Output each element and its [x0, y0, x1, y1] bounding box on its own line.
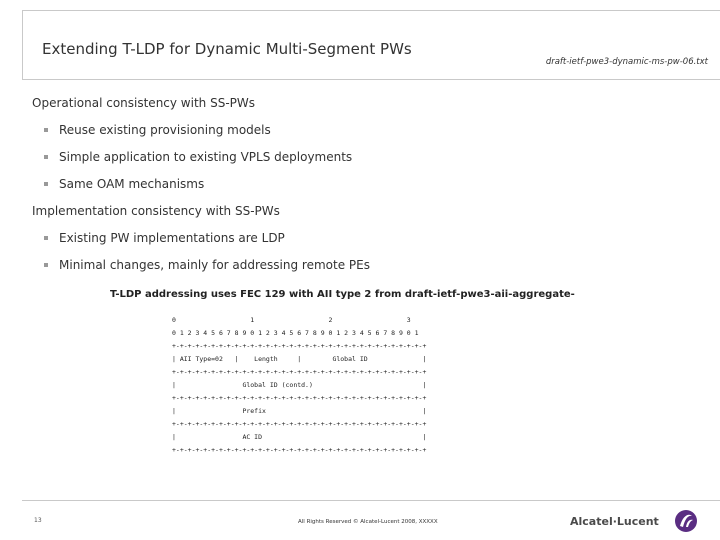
diagram-line: | Global ID (contd.) | — [172, 381, 427, 389]
diagram-line: | Prefix | — [172, 407, 427, 415]
bullet-text: Reuse existing provisioning models — [59, 123, 271, 137]
diagram-line: +-+-+-+-+-+-+-+-+-+-+-+-+-+-+-+-+-+-+-+-+-+-+-+-+-+-+-+-+-+-+-+-+ — [172, 394, 427, 402]
diagram-line: +-+-+-+-+-+-+-+-+-+-+-+-+-+-+-+-+-+-+-+-+-+-+-+-+-+-+-+-+-+-+-+-+ — [172, 446, 427, 454]
fec-caption: T-LDP addressing uses FEC 129 with AII type 2 from draft-ietf-pwe3-aii-aggregate- — [110, 289, 575, 300]
bullet-item — [32, 123, 712, 150]
section-heading-operational: Operational consistency with SS-PWs — [32, 96, 256, 110]
bullet-text: Simple application to existing VPLS deployments — [59, 150, 353, 164]
diagram-line: +-+-+-+-+-+-+-+-+-+-+-+-+-+-+-+-+-+-+-+-+-+-+-+-+-+-+-+-+-+-+-+-+ — [172, 342, 427, 350]
bullet-icon — [44, 236, 48, 240]
page-number: 13 — [34, 517, 42, 524]
slide-title: Extending T-LDP for Dynamic Multi-Segment PWs — [42, 40, 412, 58]
section-heading-implementation: Implementation consistency with SS-PWs — [32, 204, 280, 218]
diagram-line: 0 1 2 3 4 5 6 7 8 9 0 1 2 3 4 5 6 7 8 9 0 1 2 3 4 5 6 7 8 9 0 1 — [172, 329, 419, 337]
alcatel-lucent-swirl-icon — [674, 509, 698, 533]
bullet-icon — [44, 155, 48, 159]
footer-divider — [22, 500, 720, 501]
bullet-item — [32, 258, 712, 285]
diagram-line: | AC ID | — [172, 433, 427, 441]
draft-reference: draft-ietf-pwe3-dynamic-ms-pw-06.txt — [545, 57, 708, 67]
diagram-line: | AII Type=02 | Length | Global ID | — [172, 355, 427, 363]
diagram-line: 0 1 2 3 — [172, 316, 411, 324]
bullet-icon — [44, 182, 48, 186]
aii-packet-diagram — [172, 314, 426, 457]
bullet-icon — [44, 128, 48, 132]
logo-wordmark: Alcatel·Lucent — [570, 515, 659, 528]
diagram-line: +-+-+-+-+-+-+-+-+-+-+-+-+-+-+-+-+-+-+-+-+-+-+-+-+-+-+-+-+-+-+-+-+ — [172, 368, 427, 376]
bullet-text: Existing PW implementations are LDP — [59, 231, 285, 245]
bullet-item — [32, 177, 712, 204]
bullet-icon — [44, 263, 48, 267]
bullet-text: Minimal changes, mainly for addressing remote PEs — [59, 258, 370, 272]
diagram-line: +-+-+-+-+-+-+-+-+-+-+-+-+-+-+-+-+-+-+-+-+-+-+-+-+-+-+-+-+-+-+-+-+ — [172, 420, 427, 428]
copyright-notice: All Rights Reserved © Alcatel-Lucent 2008, XXXXX — [298, 519, 438, 525]
bullet-text: Same OAM mechanisms — [59, 177, 205, 191]
bullet-item — [32, 150, 712, 177]
slide-body — [32, 96, 712, 285]
bullet-item — [32, 231, 712, 258]
